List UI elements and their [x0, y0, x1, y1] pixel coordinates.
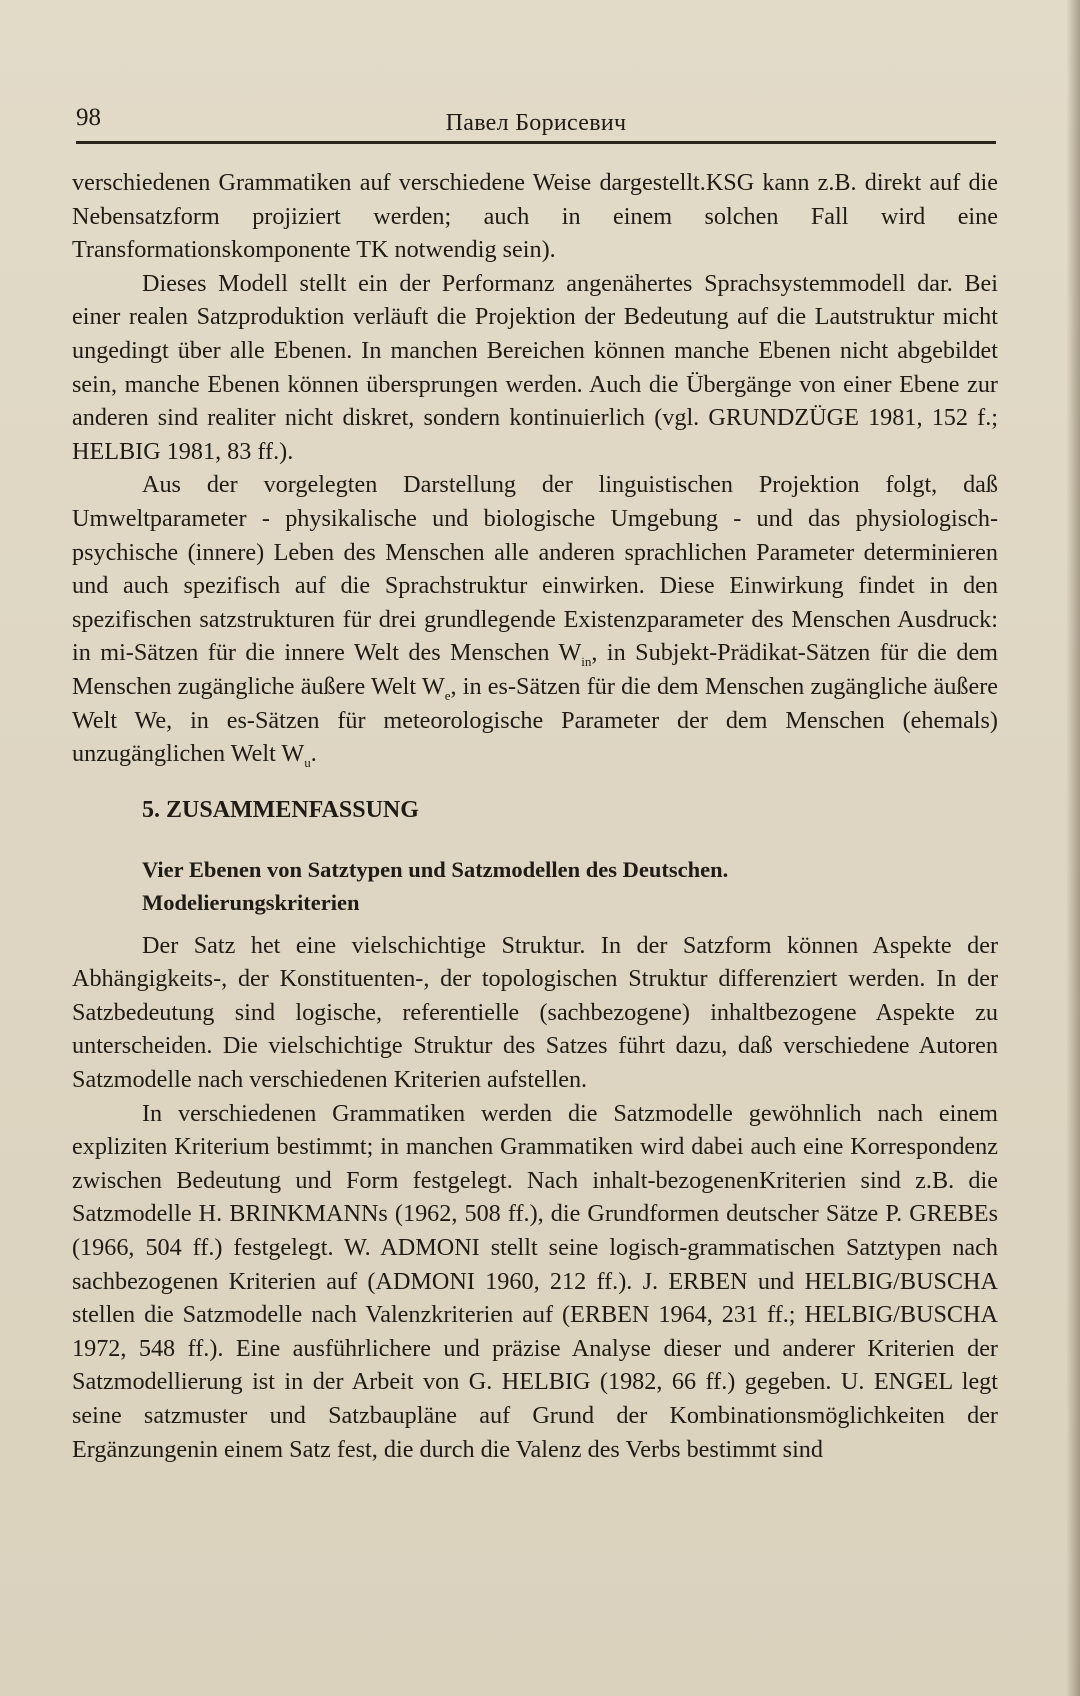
paragraph-grammars-criteria: In verschiedenen Grammatiken werden die Satzmodelle gewöhnlich nach einem expliziten Kriterium bestimmt; in manchen Grammatiken wird dabei auch eine Korrespondenz zwischen Bedeutung und Form festgelegt. Nach inhalt-bezogenenKriterien sind z.B. die Satzmodelle H. BRINKMANNs (1962, 508 ff.), die Grundformen deutscher Sätze P. GREBEs (1966, 504 ff.) festgelegt. W. ADMONI stellt seine logisch-grammatischen Satztypen nach sachbezogenen Kriterien auf (ADMONI 1960, 212 ff.). J. ERBEN und HELBIG/BUSCHA stellen die Satzmodelle nach Valenzkriterien auf (ERBEN 1964, 231 ff.; HELBIG/BUSCHA 1972, 548 ff.). Eine ausführlichere und präzise Analyse dieser und anderer Kriterien der Satzmodellierung ist in der Arbeit von G. HELBIG (1982, 66 ff.) gegeben. U. ENGEL legt seine satzmuster und Satzbaupläne auf Grund der Kombinationsmöglichkeiten der Ergänzungenin einem Satz fest, die durch die Valenz des Verbs bestimmt sind — [72, 1099, 998, 1463]
subsection-heading-line-2: Modelierungskriterien — [142, 889, 360, 915]
section-heading: 5. ZUSAMMENFASSUNG — [142, 796, 419, 823]
page-header — [76, 104, 996, 144]
paragraph-sentence-structure: Der Satz het eine vielschichtige Struktur. In der Satzform können Aspekte der Abhängigkeits-, der Konstituenten-, der topologischen Struktur differenziert werden. In der Satzbedeutung sind logische, referentielle (sachbezogene) inhaltbezogene Aspekte zu unterscheiden. Die vielschichtige Struktur des Satzes führt dazu, daß verschiedene Autoren Satzmodelle nach verschiedenen Kriterien aufstellen. — [72, 931, 998, 1094]
page-edge-shadow — [1066, 0, 1080, 1696]
paragraph-continued: verschiedenen Grammatiken auf verschiedene Weise dargestellt.KSG kann z.B. direkt auf die Nebensatzform projiziert werden; auch in einem solchen Fall wird eine Transformationskomponente TK notwendig sein). — [72, 169, 998, 264]
paragraph-environment-parameters: Aus der vorgelegten Darstellung der linguistischen Projektion folgt, daß Umweltparameter - physikalische und biologische Umgebung - und das physiologisch-psychische (innere) Leben des Menschen alle anderen sprachlichen Parameter determinieren und auch spezifisch auf die Sprachstruktur einwirken. Diese Einwirkung findet in den spezifischen satzstrukturen für drei grundlegende Existenzparameter des Menschen Ausdruck: in mi-Sätzen für die innere Welt des Menschen $W_{in}$, in Subjekt-Prädikat-Sätzen für die dem Menschen zugängliche äußere Welt $W_e$, in es-Sätzen für die dem Menschen zugängliche äußere Welt We, in es-Sätzen für meteorologische Parameter der dem Menschen (ehemals) unzugänglichen Welt $W_u$. — [72, 471, 999, 770]
running-title: Павел Борисевич — [445, 110, 627, 136]
page-number: 98 — [76, 104, 101, 131]
header-rule — [76, 141, 996, 144]
page-body — [72, 166, 998, 1466]
paragraph-performance-model: Dieses Modell stellt ein der Performanz angenähertes Sprachsystemmodell dar. Bei einer realen Satzproduktion verläuft die Projektion der Bedeutung auf die Lautstruktur micht ungedingt über alle Ebenen. In manchen Bereichen können manche Ebenen nicht abgebildet sein, manche Ebenen können übersprungen werden. Auch die Übergänge von einer Ebene zur anderen sind realiter nicht diskret, sondern kontinuierlich (vgl. GRUNDZÜGE 1981, 152 f.; HELBIG 1981, 83 ff.). — [72, 269, 998, 465]
subsection-heading-line-1: Vier Ebenen von Satztypen und Satzmodellen des Deutschen. — [142, 856, 729, 882]
subsection-heading — [72, 853, 998, 919]
